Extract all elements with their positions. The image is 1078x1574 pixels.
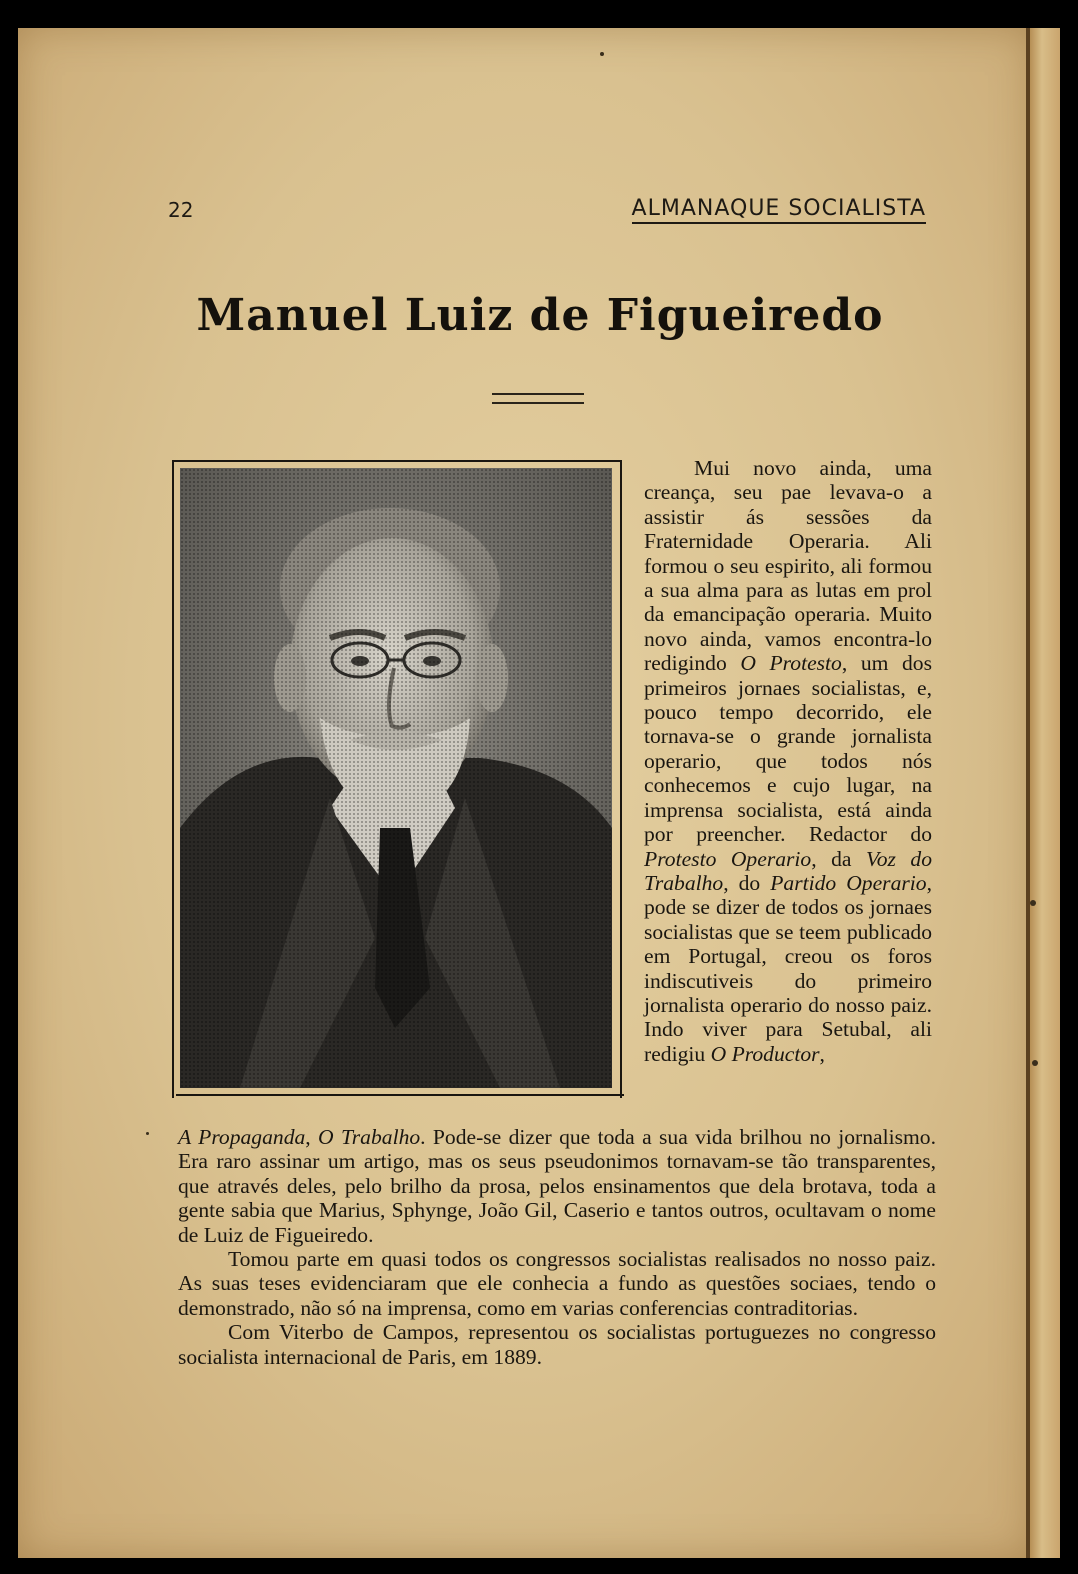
paragraph-1-start [644,456,932,1066]
page-number: 22 [168,198,194,222]
journal-title: ALMANAQUE SOCIALISTA [632,196,926,224]
portrait-illustration [180,468,612,1088]
text-run: , um dos primeiros jornaes socialistas, e, pouco tempo decorrido, ele tornava-se o grande jornalista operario, que todos nós conhecemos e cujo lugar, na imprensa socialista, está ainda por preencher. Redactor do [644,651,932,847]
paragraph-3: Com Viterbo de Campos, representou os socialistas portuguezes no congresso socialista internacional de Paris, em 1889. [178,1320,936,1369]
text-run: , [819,1041,825,1066]
title-double-rule [492,393,584,404]
article-text-beside-portrait [644,456,932,1066]
paragraph-1-continuation [178,1125,936,1247]
newspaper-name: O Productor [710,1041,820,1066]
text-run: , da [811,846,866,871]
paragraph-2: Tomou parte em quasi todos os congressos socialistas realisados no nosso paiz. As suas teses evidenciaram que ele conhecia a fundo as questões sociaes, tendo o demonstrado, não só na imprensa, como em varias conferencias contraditorias. [178,1247,936,1320]
text-run: , pode se dizer de todos os jornaes socialistas que se teem publicado em Portugal, creou os foros indiscutiveis do primeiro jornalista operario do nosso paiz. Indo viver para Setubal, ali redigiu [644,870,932,1066]
newspaper-name: Protesto Operario [644,846,812,871]
newspaper-name: O Protesto [740,651,842,676]
running-header [168,196,928,228]
paper-speck [600,52,604,56]
paper-speck [1032,1060,1038,1066]
adjacent-page-edge [1030,28,1060,1558]
text-run: Mui novo ainda, uma creança, seu pae levava-o a assistir ás sessões da Fraternidade Operaria. Ali formou o seu espirito, ali formou a sua alma para as lutas em prol da emancipação operaria. Muito novo ainda, vamos encontra-lo redigindo [644,456,932,676]
article-title: Manuel Luiz de Figueiredo [196,290,884,341]
article-text-full-width [178,1125,936,1369]
portrait-frame-rule [176,1094,624,1096]
newspaper-name: Partido Operario [770,870,927,895]
newspaper-name: O Trabalho [318,1125,421,1149]
newspaper-name: A Propaganda [178,1125,306,1149]
paper-speck [146,1132,149,1135]
portrait-photo [180,468,612,1088]
text-run: , do [723,870,771,895]
text-run: . Pode-se dizer que toda a sua vida brilhou no jornalismo. Era raro assinar um artigo, mas os seus pseudonimos tornavam-se tão transparentes, que através deles, pelo brilho da prosa, pelos ensinamentos que dela brotava, toda a gente sabia que Marius, Sphynge, João Gil, Caserio e tantos outros, ocultavam o nome de Luiz de Figueiredo. [178,1125,937,1247]
text-run: , [305,1125,319,1149]
paper-speck [1030,900,1036,906]
newspaper-name: Voz do Trabalho [644,846,932,895]
